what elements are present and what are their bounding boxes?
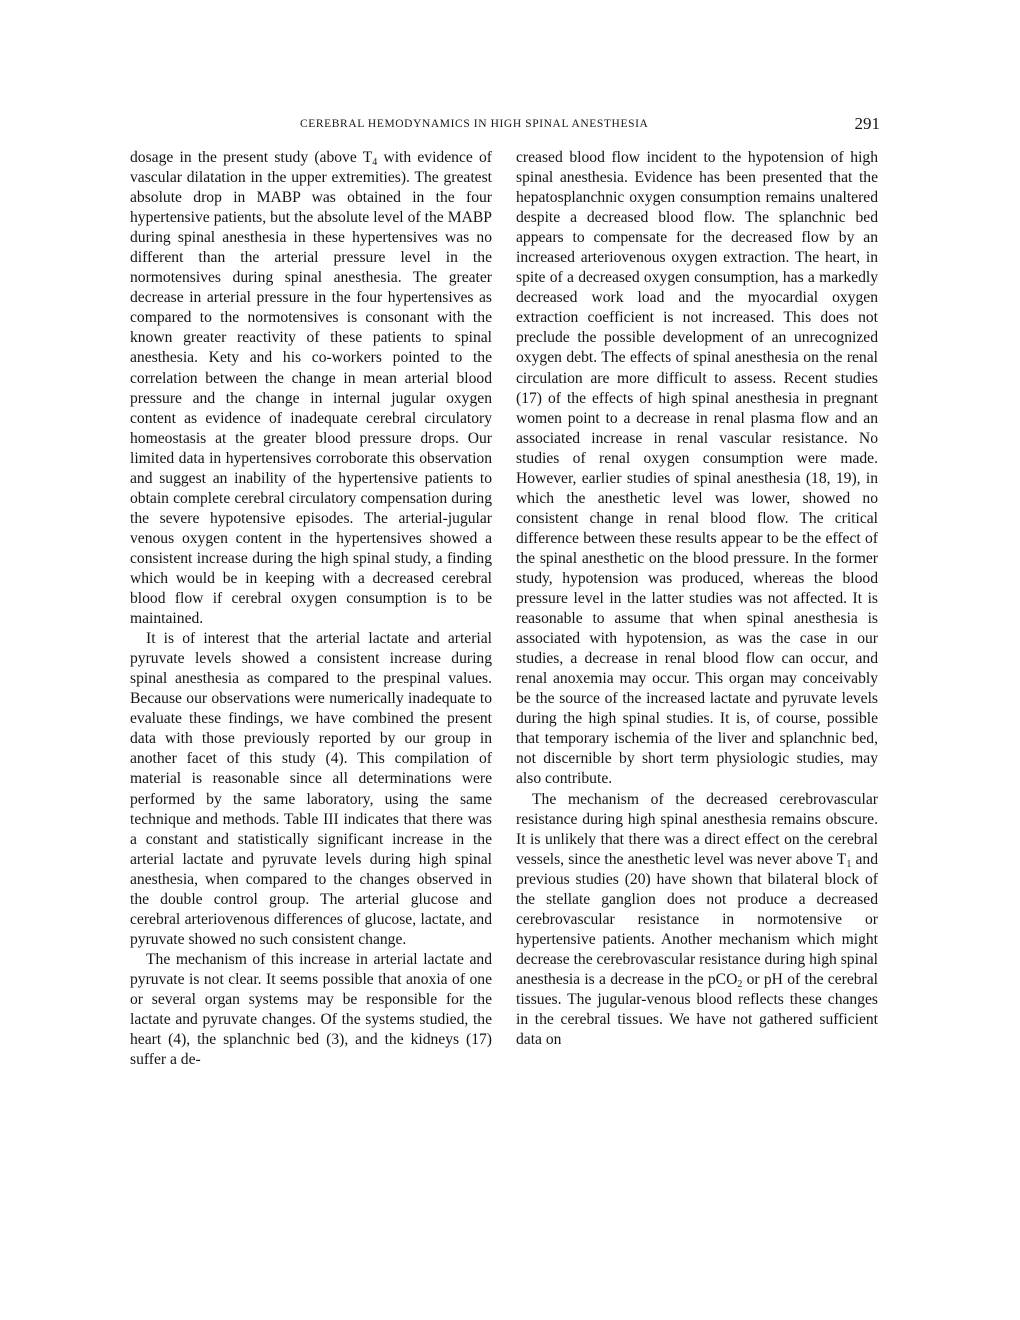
- running-head: CEREBRAL HEMODYNAMICS IN HIGH SPINAL ANESTHESIA: [300, 118, 649, 130]
- subscript: 2: [737, 978, 743, 990]
- paragraph-text: dosage in the present study (above T: [130, 149, 373, 166]
- paragraph: [130, 148, 492, 629]
- paragraph-text: The mechanism of the decreased cerebrovascular resistance during high spinal anesthesia remains obscure. It is unlikely that there was a direct effect on the cerebral vessels, since the anesthetic level was never above T: [516, 790, 878, 868]
- paragraph: creased blood flow incident to the hypotension of high spinal anesthesia. Evidence has been presented that the hepatosplanchnic oxygen consumption remains unaltered despite a decreased blood flow. The splanchnic bed appears to compensate for the decreased flow by an increased arteriovenous oxygen extraction. The heart, in spite of a decreased oxygen consumption, has a markedly decreased work load and the myocardial oxygen extraction coefficient is not increased. This does not preclude the possible development of an unrecognized oxygen debt. The effects of spinal anesthesia on the renal circulation are more difficult to assess. Recent studies (17) of the effects of high spinal anesthesia in pregnant women point to a decrease in renal plasma flow and an associated increase in renal vascular resistance. No studies of renal oxygen consumption were made. However, earlier studies of spinal anesthesia (18, 19), in which the anesthetic level was lower, showed no consistent change in renal blood flow. The critical difference between these results appear to be the effect of the spinal anesthetic on the blood pressure. In the former study, hypotension was produced, whereas the blood pressure level in the latter studies was not affected. It is reasonable to assume that when spinal anesthesia is associated with hypotension, as was the case in our studies, a decrease in renal blood flow can occur, and renal anoxemia may occur. This organ may conceivably be the source of the increased lactate and pyruvate levels during the high spinal studies. It is, of course, possible that temporary ischemia of the liver and splanchnic bed, not discernible by short term physiologic studies, may also contribute.: [516, 149, 878, 788]
- subscript: 1: [846, 858, 852, 870]
- paragraph-text: and previous studies (20) have shown that bilateral block of the stellate ganglion does not produce a decreased cerebrovascular resistance in normotensive or hypertensive patients. Another mechanism which might decrease the cerebrovascular resistance during high spinal anesthesia is a decrease in the pCO: [516, 850, 878, 988]
- paragraph-text: with evidence of vascular dilatation in the upper extremities). The greatest absolute drop in MABP was obtained in the four hypertensive patients, but the absolute level of the MABP during spinal anesthesia in these hypertensives was no different than the arterial pressure level in the normotensives during spinal anesthesia. The greater decrease in arterial pressure in the four hypertensives as compared to the normotensives is consonant with the known greater reactivity of these patients to spinal anesthesia. Kety and his co-workers pointed to the correlation between the change in mean arterial blood pressure and the change in internal jugular oxygen content as evidence of inadequate cerebral circulatory homeostasis at the greater blood pressure drops. Our limited data in hypertensives corroborate this observation and suggest an inability of the hypertensive patients to obtain complete cerebral circulatory compensation during the severe hypotensive episodes. The arterial-jugular venous oxygen content in the hypertensives showed a consistent increase during the high spinal study, a finding which would be in keeping with a decreased cerebral blood flow if cerebral oxygen consumption is to be maintained.: [130, 149, 492, 628]
- paragraph: [516, 790, 878, 1051]
- left-column: [130, 148, 492, 1070]
- right-column: [516, 148, 878, 1050]
- paragraph: The mechanism of this increase in arterial lactate and pyruvate is not clear. It seems possible that anoxia of one or several organ systems may be responsible for the lactate and pyruvate changes. Of the systems studied, the heart (4), the splanchnic bed (3), and the kidneys (17) suffer a de-: [130, 950, 492, 1069]
- subscript: 4: [372, 157, 378, 168]
- paragraph-text: or pH of the cerebral tissues. The jugular-venous blood reflects these changes in the cerebral tissues. We have not gathered sufficient data on: [516, 970, 878, 1049]
- page-number: 291: [854, 114, 880, 133]
- page-header: [130, 114, 880, 136]
- paragraph: It is of interest that the arterial lactate and arterial pyruvate levels showed a consistent increase during spinal anesthesia as compared to the prespinal values. Because our observations were numerically inadequate to evaluate these findings, we have combined the present data with those previously reported by our group in another facet of this study (4). This compilation of material is reasonable since all determinations were performed by the same laboratory, using the same technique and methods. Table III indicates that there was a constant and statistically significant increase in the arterial lactate and pyruvate levels during high spinal anesthesia, when compared to the changes observed in the double control group. The arterial glucose and cerebral arteriovenous differences of glucose, lactate, and pyruvate showed no such consistent change.: [130, 630, 492, 948]
